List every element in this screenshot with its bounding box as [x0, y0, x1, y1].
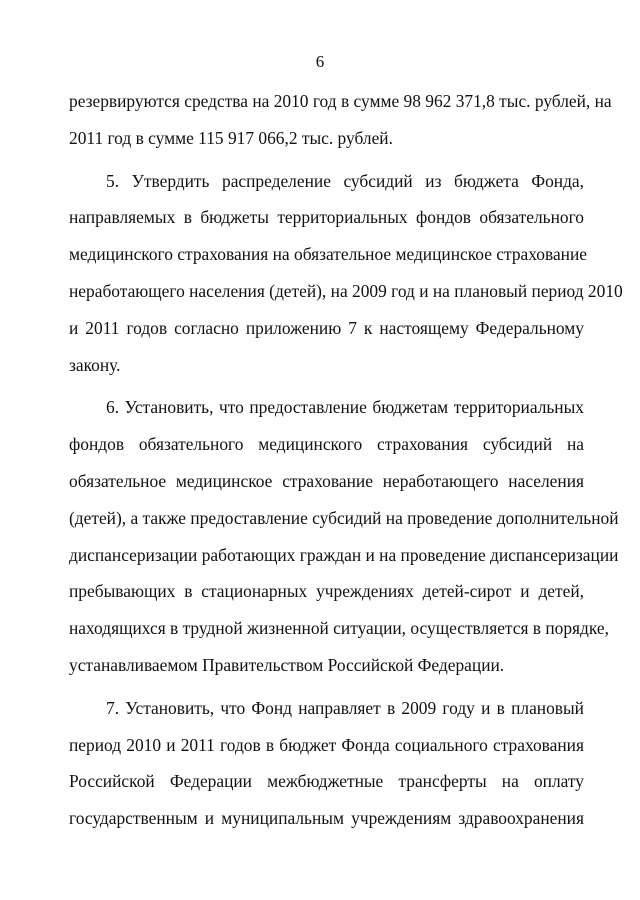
paragraph-continuation: [69, 83, 612, 157]
text-line: закону.: [69, 354, 121, 375]
text-line: государственным и муниципальным учреждениям здравоохранения: [69, 808, 584, 829]
text-line: направляемых в бюджеты территориальных фондов обязательного: [69, 207, 584, 228]
paragraph-item-6: [69, 389, 619, 683]
text-line: резервируются средства на 2010 год в сумме 98 962 371,8 тыс. рублей, на: [69, 91, 612, 111]
text-line: и 2011 годов согласно приложению 7 к настоящему Федеральному: [69, 317, 584, 338]
text-line: (детей), а также предоставление субсидий на проведение дополнительной: [69, 507, 619, 528]
text-line: медицинского страхования на обязательное медицинское страхование: [69, 244, 587, 265]
text-line: фондов обязательного медицинского страхования субсидий на: [69, 434, 584, 455]
paragraph-item-7: [69, 690, 584, 837]
text-line: 2011 год в сумме 115 917 066,2 тыс. рублей.: [69, 127, 393, 148]
text-line: находящихся в трудной жизненной ситуации, осуществляется в порядке,: [69, 618, 609, 639]
text-line: Российской Федерации межбюджетные трансферты на оплату: [69, 771, 584, 792]
text-line: диспансеризации работающих граждан и на проведение диспансеризации: [69, 544, 619, 565]
text-line: 5. Утвердить распределение субсидий из бюджета Фонда,: [106, 170, 584, 191]
text-line: неработающего населения (детей), на 2009 год и на плановый период 2010: [69, 280, 623, 301]
text-line: пребывающих в стационарных учреждениях детей-сирот и детей,: [69, 581, 584, 602]
text-line: устанавливаемом Правительством Российской Федерации.: [69, 654, 505, 675]
document-body: [69, 83, 623, 837]
text-line: обязательное медицинское страхование неработающего населения: [69, 470, 584, 491]
text-line: 6. Установить, что предоставление бюджетам территориальных: [106, 397, 584, 418]
page-number: 6: [315, 52, 325, 71]
text-line: период 2010 и 2011 годов в бюджет Фонда социального страхования: [69, 734, 584, 755]
paragraph-item-5: [69, 163, 623, 384]
text-line: 7. Установить, что Фонд направляет в 2009 году и в плановый: [106, 697, 584, 718]
